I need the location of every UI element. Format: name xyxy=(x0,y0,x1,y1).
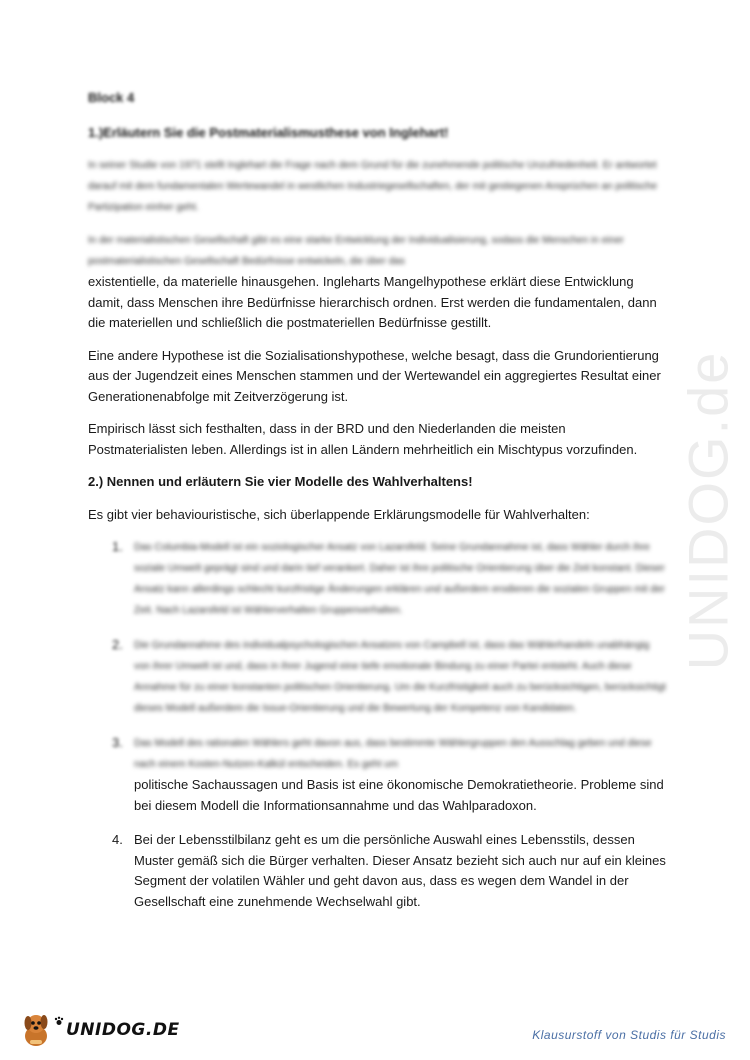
list-item-number: 4. xyxy=(112,832,123,847)
list-item-text: Das Columbia-Modell ist ein soziologischer Ansatz von Lazarsfeld. Seine Grundannahme ist, dass Wähler durch ihre soziale Umwelt geprägt sind und darin tief verankert. Daher ist ihre politische Orientierung über die Zeit konstant. Dieser Ansatz kann allerdings schlecht kurzfristige Änderungen erklären und außerdem erodieren die sozialen Gruppen mit der Zeit. Nach Lazarsfeld ist Wählerverhalten Gruppenverhalten. xyxy=(134,542,665,616)
page-footer xyxy=(20,1008,730,1052)
list-item xyxy=(88,830,668,912)
question-1-heading: 1.)Erläutern Sie die Postmaterialismusthese von Inglehart! xyxy=(88,124,449,140)
list-item-number: 1. xyxy=(112,539,123,554)
q1-paragraph-1: In seiner Studie von 1971 stellt Inglehart die Frage nach dem Grund für die zunehmende politische Unzufriedenheit. Er antwortet darauf mit dem fundamentalen Wertewandel in westlichen Industriegesellschaften, der mit gestiegenen Ansprüchen an politische Partizipation einher geht. xyxy=(88,160,658,213)
question-2-heading: 2.) Nennen und erläutern Sie vier Modelle des Wahlverhaltens! xyxy=(88,474,473,489)
q1-paragraph-3: Eine andere Hypothese ist die Sozialisationshypothese, welche besagt, dass die Grundorientierung aus der Jugendzeit eines Menschen stammen und der Wertewandel ein aggregiertes Resultat einer Generationenabfolge mit Zeitverzögerung ist. xyxy=(88,347,661,404)
list-item-text: Die Grundannahme des individualpsychologischen Ansatzes von Campbell ist, dass das Wählerhandeln unabhängig von ihrer Umwelt ist und, dass in ihrer Jugend eine tiefe emotionale Bindung zu einer Partei entsteht. Auch diese Annahme für zu einer konstanten politischen Orientierung. Um die Kurzfristigkeit auch zu berücksichtigen, berücksichtigt dieses Modell außerdem die Issue-Orientierung und die Bewertung der Kompetenz von Kandidaten. xyxy=(134,640,666,714)
document-content xyxy=(88,88,668,926)
list-item xyxy=(88,635,668,719)
footer-tagline: Klausurstoff von Studis für Studis xyxy=(532,1028,726,1042)
q1-paragraph-2-visible: existentielle, da materielle hinausgehen. Ingleharts Mangelhypothese erklärt diese Entwicklung damit, dass Menschen ihre Bedürfnisse hierarchisch ordnen. Erst werden die fundamentalen, dann die materiellen und schließlich die postmateriellen Bedürfnisse gestillt. xyxy=(88,274,657,330)
list-item xyxy=(88,733,668,816)
list-item-text-blurred: Das Modell des rationalen Wählers geht davon aus, dass bestimmte Wählergruppen den Ausschlag geben und diese nach einem Kosten-Nutzen-Kalkül entscheiden. Es geht um xyxy=(134,738,652,770)
logo-text: UNIDOG.DE xyxy=(66,1020,180,1040)
q2-intro: Es gibt vier behaviouristische, sich überlappende Erklärungsmodelle für Wahlverhalten: xyxy=(88,506,590,522)
dog-mascot-icon xyxy=(20,1010,54,1050)
paw-icon xyxy=(54,1016,64,1026)
list-item-number: 3. xyxy=(112,735,123,750)
list-item-text: Bei der Lebensstilbilanz geht es um die persönliche Auswahl eines Lebensstils, dessen Muster gemäß sich die Bürger verhalten. Dieser Ansatz bezieht sich auch nur auf ein kleines Segment der volatilen Wähler und geht davon aus, dass es wegen dem Wandel in der Gesellschaft eine zunehmende Wechselwahl gibt. xyxy=(134,832,666,909)
list-item-number: 2. xyxy=(112,637,123,652)
models-list xyxy=(88,537,668,912)
unidog-logo xyxy=(20,1008,180,1052)
block-title: Block 4 xyxy=(88,90,135,105)
list-item-text-visible: politische Sachaussagen und Basis ist eine ökonomische Demokratietheorie. Probleme sind bei diesem Modell die Informationsannahme und das Wahlparadoxon. xyxy=(134,777,664,813)
watermark-text: UNIDOG.de xyxy=(676,350,740,670)
list-item xyxy=(88,537,668,621)
watermark xyxy=(678,270,738,750)
q1-paragraph-4: Empirisch lässt sich festhalten, dass in der BRD und den Niederlanden die meisten Postmaterialisten leben. Allerdings ist in allen Ländern mehrheitlich ein Mischtypus vorzufinden. xyxy=(88,421,638,457)
q1-paragraph-2 xyxy=(88,230,668,334)
q1-paragraph-2-blurred: In der materialistischen Gesellschaft gibt es eine starke Entwicklung der Individualisierung, sodass die Menschen in einer postmaterialistischen Gesellschaft Bedürfnisse entwickeln, die über das xyxy=(88,235,624,267)
